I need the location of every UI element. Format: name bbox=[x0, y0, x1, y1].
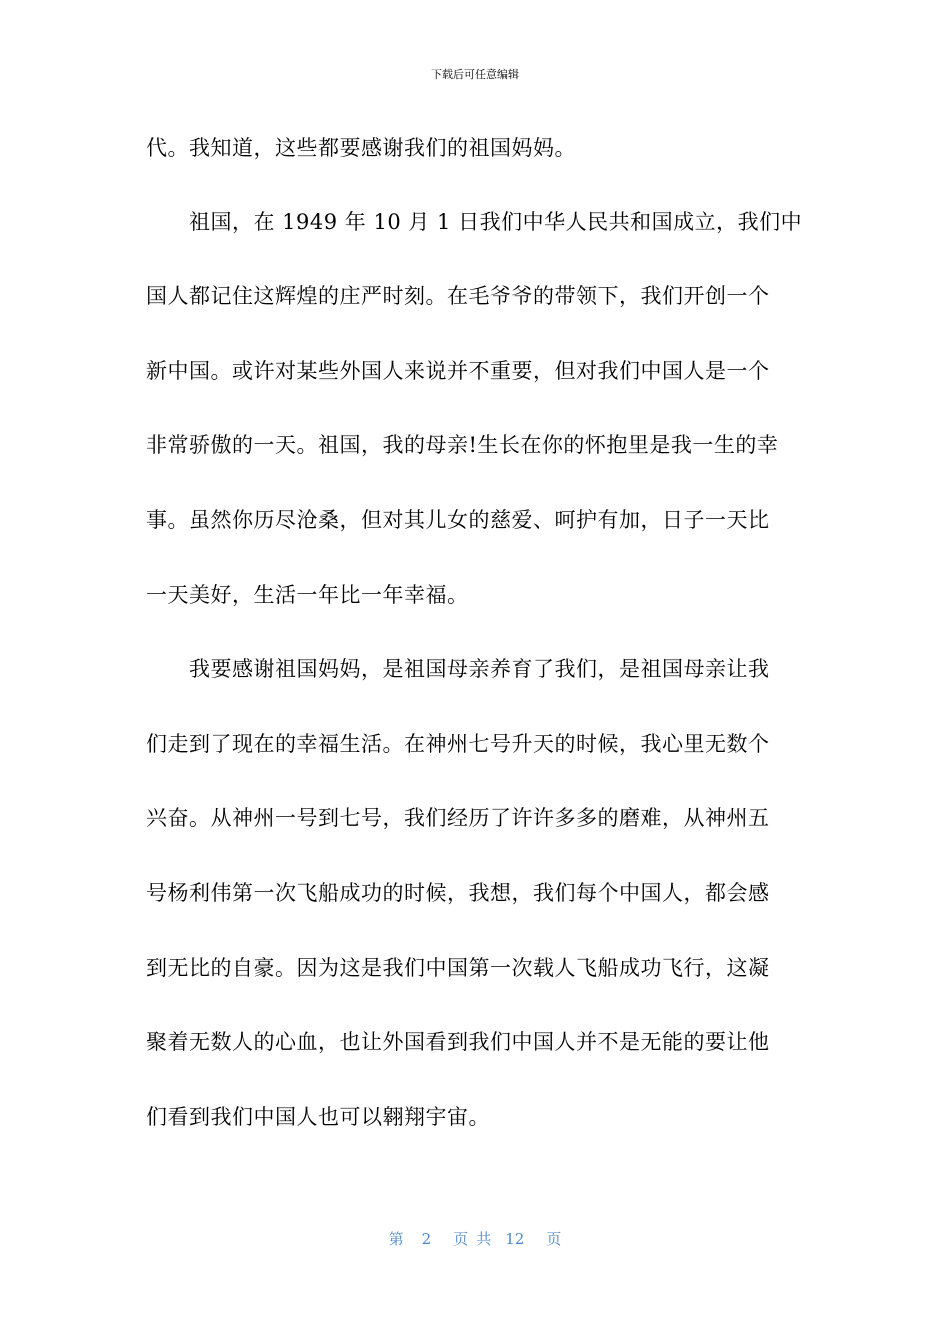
body-line: 事。虽然你历尽沧桑，但对其儿女的慈爱、呵护有加，日子一天比 bbox=[146, 508, 770, 532]
footer-middle: 页 bbox=[453, 1230, 469, 1248]
body-line: 祖国，在 1949 年 10 月 1 日我们中华人民共和国成立，我们中 bbox=[189, 210, 803, 234]
footer-current-page: 2 bbox=[421, 1230, 432, 1248]
page-footer bbox=[0, 1229, 950, 1249]
body-line: 新中国。或许对某些外国人来说并不重要，但对我们中国人是一个 bbox=[146, 359, 770, 383]
footer-total-pages: 12 bbox=[505, 1230, 525, 1248]
body-line: 我要感谢祖国妈妈，是祖国母亲养育了我们，是祖国母亲让我 bbox=[189, 657, 770, 681]
body-line: 国人都记住这辉煌的庄严时刻。在毛爷爷的带领下，我们开创一个 bbox=[146, 284, 770, 308]
body-line: 聚着无数人的心血，也让外国看到我们中国人并不是无能的要让他 bbox=[146, 1030, 770, 1054]
footer-prefix: 第 bbox=[388, 1230, 404, 1248]
body-line: 们看到我们中国人也可以翱翔宇宙。 bbox=[146, 1105, 490, 1129]
body-line: 兴奋。从神州一号到七号，我们经历了许许多多的磨难，从神州五 bbox=[146, 806, 770, 830]
body-line: 到无比的自豪。因为这是我们中国第一次载人飞船成功飞行，这凝 bbox=[146, 956, 770, 980]
body-line: 们走到了现在的幸福生活。在神州七号升天的时候，我心里无数个 bbox=[146, 732, 770, 756]
body-line: 号杨利伟第一次飞船成功的时候，我想，我们每个中国人，都会感 bbox=[146, 881, 770, 905]
body-line: 代。我知道，这些都要感谢我们的祖国妈妈。 bbox=[146, 136, 576, 160]
footer-suffix: 页 bbox=[546, 1230, 562, 1248]
body-line: 一天美好，生活一年比一年幸福。 bbox=[146, 583, 469, 607]
page-header: 下载后可任意编辑 bbox=[431, 68, 519, 81]
footer-total-prefix: 共 bbox=[476, 1230, 492, 1248]
body-line: 非常骄傲的一天。祖国，我的母亲!生长在你的怀抱里是我一生的幸 bbox=[146, 433, 779, 457]
